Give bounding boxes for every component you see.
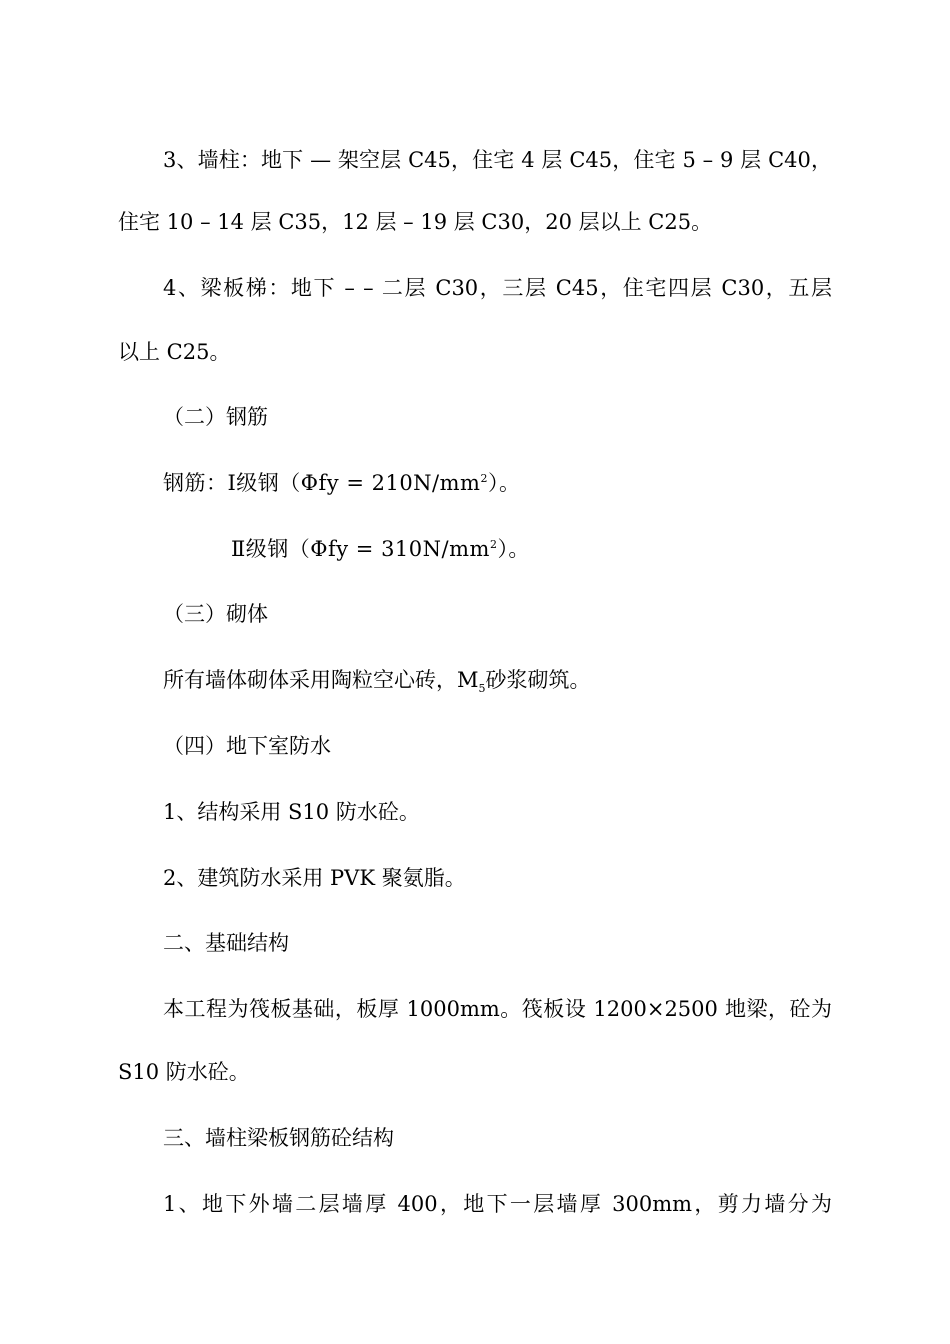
heading-rebar: （二）钢筋 [163, 405, 268, 429]
paragraph-wall-column-line1: 3、墙柱：地下 — 架空层 C45，住宅 4 层 C45，住宅 5 – 9 层 C40， [163, 148, 832, 172]
rebar-grade-2-sup: 2 [489, 538, 498, 551]
rebar-grade-1-sup: 2 [480, 472, 488, 485]
masonry-text-sub: 5 [478, 682, 486, 696]
rebar-grade-1 [163, 469, 520, 497]
foundation-text-line2: S10 防水砼。 [118, 1060, 250, 1084]
rebar-grade-2-end: ）。 [497, 537, 530, 561]
rebar-grade-1-text: 钢筋：Ⅰ级钢（Φfy = 210N/mm [163, 471, 481, 495]
structure-text-line1: 1、地下外墙二层墙厚 400，地下一层墙厚 300mm，剪力墙分为 [163, 1192, 832, 1216]
paragraph-beam-slab-line1: 4、梁板梯：地下 – – 二层 C30，三层 C45，住宅四层 C30，五层 [163, 276, 832, 300]
heading-rc-structure: 三、墙柱梁板钢筋砼结构 [163, 1126, 394, 1150]
waterproof-item-1: 1、结构采用 S10 防水砼。 [163, 800, 420, 824]
heading-basement-waterproof: （四）地下室防水 [163, 734, 331, 758]
paragraph-beam-slab-line2: 以上 C25。 [118, 340, 231, 364]
rebar-grade-2-text: Ⅱ级钢（Φfy = 310N/mm [231, 537, 490, 561]
paragraph-wall-column-line2: 住宅 10 – 14 层 C35，12 层 – 19 层 C30，20 层以上 C25。 [118, 210, 713, 234]
rebar-grade-2 [231, 535, 530, 563]
heading-foundation: 二、基础结构 [163, 931, 289, 955]
masonry-text-post: 砂浆砌筑。 [485, 668, 591, 692]
foundation-text-line1: 本工程为筏板基础，板厚 1000mm。筏板设 1200×2500 地梁，砼为 [163, 997, 832, 1021]
masonry-text-pre: 所有墙体砌体采用陶粒空心砖，M [163, 668, 479, 692]
rebar-grade-1-end: ）。 [487, 471, 521, 495]
masonry-text [163, 666, 591, 694]
heading-masonry: （三）砌体 [163, 602, 268, 626]
waterproof-item-2: 2、建筑防水采用 PVK 聚氨脂。 [163, 866, 466, 890]
